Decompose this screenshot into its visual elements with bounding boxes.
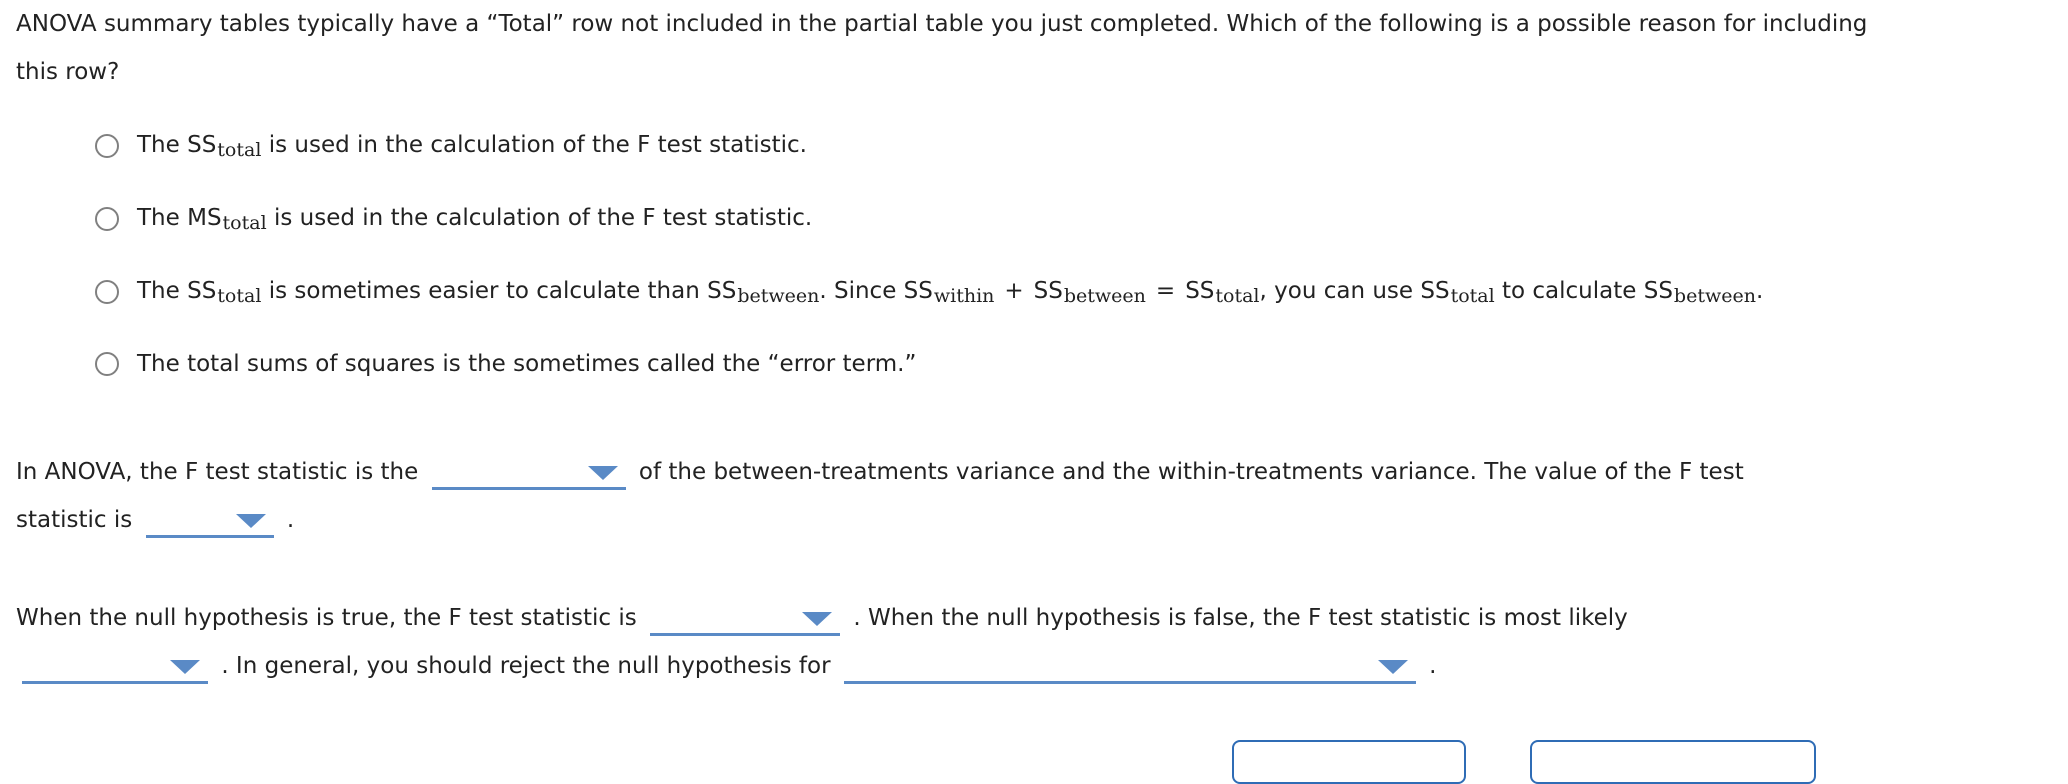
option-3-text-4: to calculate	[1494, 277, 1644, 304]
f-statistic-paragraph	[16, 448, 1916, 544]
option-1[interactable]	[95, 122, 807, 170]
ss-main: SS	[1420, 277, 1450, 304]
f-value-dropdown[interactable]	[146, 504, 274, 538]
ss-main: SS	[903, 277, 933, 304]
ss-total	[1185, 277, 1260, 307]
ss-main: SS	[1185, 277, 1215, 304]
para2-text-1: When the null hypothesis is true, the F test statistic is	[16, 605, 637, 631]
question-prompt	[16, 0, 1896, 96]
option-1-suffix: is used in the calculation of the F test statistic.	[261, 131, 807, 158]
ss-total	[1420, 277, 1495, 307]
ss-between	[707, 277, 820, 307]
ss-main: SS	[1643, 277, 1673, 304]
para1-end: .	[286, 507, 295, 533]
ss-within	[903, 277, 995, 307]
option-1-ss	[187, 131, 262, 161]
para1-text-2: of the between-treatments variance and the within-treatments variance. The value of the F test	[638, 459, 1744, 485]
ss-subscript: between	[1673, 284, 1756, 307]
option-3-text-2: . Since	[819, 277, 904, 304]
ratio-dropdown[interactable]	[432, 456, 626, 490]
null-hypothesis-paragraph	[16, 594, 1916, 690]
option-1-prefix: The	[137, 131, 188, 158]
ss-subscript: total	[1215, 284, 1260, 307]
option-3-prefix: The	[137, 277, 188, 304]
reject-condition-dropdown[interactable]	[844, 650, 1416, 684]
equals-sign: =	[1155, 277, 1176, 304]
ss-main: SS	[187, 131, 217, 158]
option-4-label: The total sums of squares is the sometimes called the “error term.”	[137, 351, 917, 377]
ss-between	[1033, 277, 1146, 307]
option-3-radio[interactable]	[95, 280, 119, 304]
para2-text-2: . When the null hypothesis is false, the F test statistic is most likely	[853, 605, 1628, 631]
ss-total	[187, 277, 262, 307]
option-1-label	[137, 132, 807, 161]
option-3-label	[137, 278, 1763, 307]
para1-text-1: In ANOVA, the F test statistic is the	[16, 459, 419, 485]
option-3-end: .	[1755, 277, 1764, 304]
plus-sign: +	[1004, 277, 1024, 304]
option-3-text-1: is sometimes easier to calculate than	[261, 277, 708, 304]
ss-subscript: total	[217, 138, 262, 161]
bottom-button-1[interactable]	[1232, 740, 1466, 784]
ss-subscript: between	[1063, 284, 1146, 307]
para1-text-3: statistic is	[16, 507, 133, 533]
null-false-dropdown[interactable]	[22, 650, 208, 684]
chevron-down-icon	[170, 660, 200, 674]
chevron-down-icon	[236, 514, 266, 528]
option-3[interactable]	[95, 268, 1763, 316]
option-2-ms	[187, 204, 267, 234]
question-text: ANOVA summary tables typically have a “Total” row not included in the partial table you just completed. Which of the following is a possible reason for including this row?	[16, 11, 1868, 85]
option-2-label	[137, 205, 812, 234]
ss-main: SS	[187, 277, 217, 304]
ms-subscript: total	[222, 211, 267, 234]
option-3-text-3: , you can use	[1259, 277, 1421, 304]
para2-text-3: . In general, you should reject the null hypothesis for	[221, 653, 831, 679]
option-1-radio[interactable]	[95, 134, 119, 158]
ms-main: MS	[187, 204, 222, 231]
ss-between	[1643, 277, 1756, 307]
ss-main: SS	[1033, 277, 1063, 304]
chevron-down-icon	[1378, 660, 1408, 674]
option-2-radio[interactable]	[95, 207, 119, 231]
null-true-dropdown[interactable]	[650, 602, 840, 636]
chevron-down-icon	[802, 612, 832, 626]
ss-main: SS	[707, 277, 737, 304]
option-2-suffix: is used in the calculation of the F test statistic.	[266, 204, 813, 231]
option-4[interactable]	[95, 340, 916, 388]
ss-subscript: total	[217, 284, 262, 307]
para2-end: .	[1429, 653, 1437, 679]
ss-subscript: between	[737, 284, 820, 307]
option-2[interactable]	[95, 195, 812, 243]
ss-subscript: within	[933, 284, 995, 307]
ss-subscript: total	[1450, 284, 1495, 307]
bottom-button-2[interactable]	[1530, 740, 1816, 784]
chevron-down-icon	[588, 466, 618, 480]
option-4-radio[interactable]	[95, 352, 119, 376]
option-2-prefix: The	[137, 204, 188, 231]
